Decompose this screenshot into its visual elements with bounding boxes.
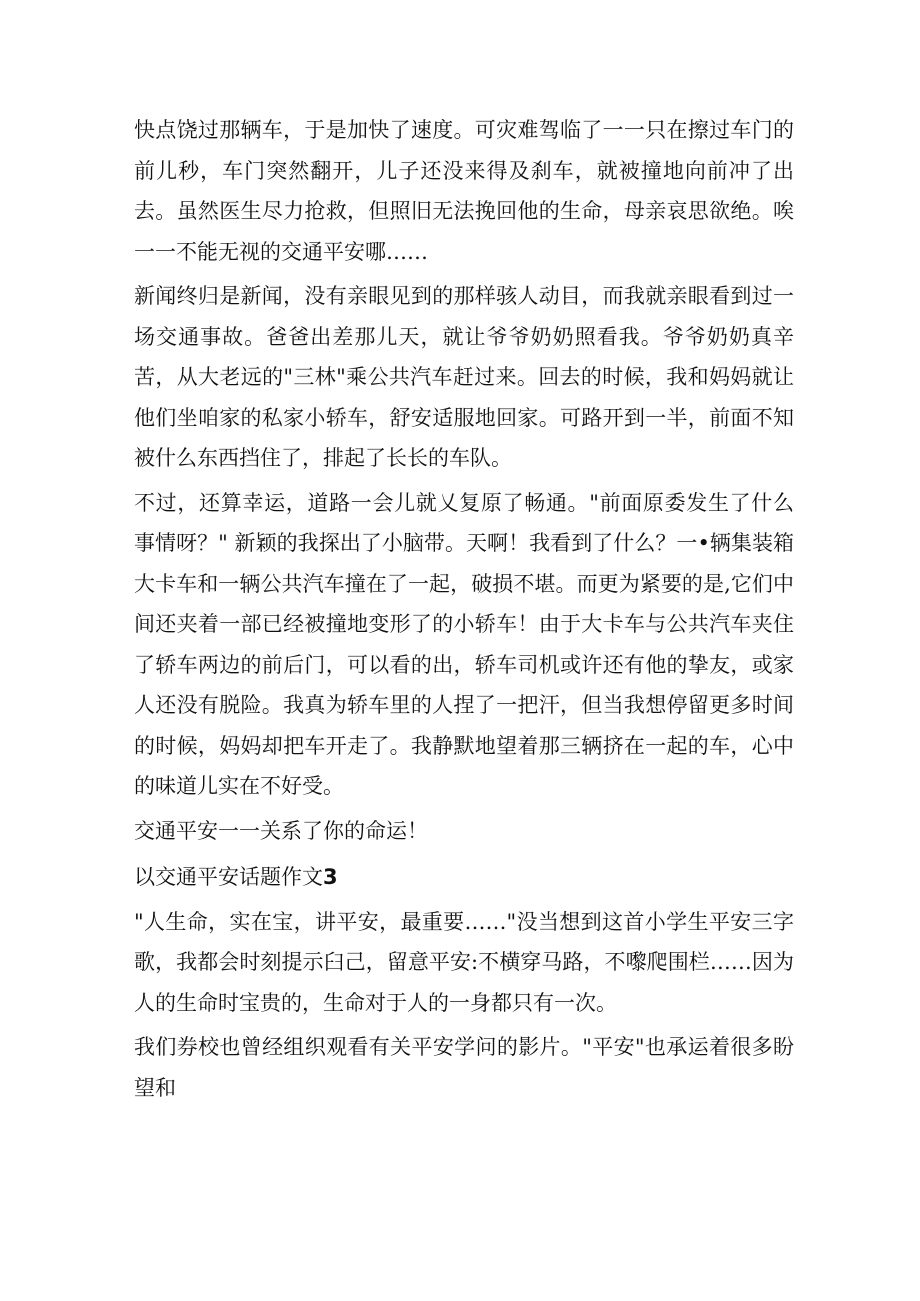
paragraph-4: 交通平安一一关系了你的命运！ [134, 818, 428, 843]
paragraph-7: 我们券校也曾经组织观看有关平安学问的影片。"平安"也承运着很多盼望和 [134, 1035, 794, 1100]
section-heading-text: 以交通平安话题作文 [134, 865, 323, 889]
paragraph-1: 快点饶过那辆车，于是加快了速度。可灾难驾临了一一只在擦过车门的前儿秒，车门突然翻开，儿子还没来得及刹车，就被撞地向前冲了出去。虽然医生尽力抢救，但照旧无法挽回他的生命，母亲哀思欲绝。唉一一不能无视的交通平安哪…… [134, 118, 794, 264]
section-heading [134, 857, 794, 898]
paragraph-2: 新闻终归是新闻，没有亲眼见到的那样骇人动目，而我就亲眼看到过一场交通事故。爸爸出差那儿天，就让爷爷奶奶照看我。爷爷奶奶真辛苦，从大老远的"三林"乘公共汽车赶过来。回去的时候，我和妈妈就让他们坐咱家的私家小轿车，舒安适服地回家。可路开到一半，前面不知被什么东西挡住了，排起了长长的车队。 [134, 284, 794, 470]
paragraph-6: "人生命，实在宝，讲平安，最重要……"没当想到这首小学生平安三字歌，我都会时刻提示臼己，留意平安:不横穿马路，不嚟爬围栏……因为人的生命时宝贵的，生命对于人的一身都只有一次。 [134, 909, 794, 1015]
document-body [134, 110, 794, 1108]
paragraph-3: 不过，还算幸运，道路一会儿就乂复原了畅通。"前面原委发生了什么事情呀？" 新颖的我探出了小脑带。天啊！我看到了什么？一•辆集装箱大卡车和一辆公共汽车撞在了一起，破损不堪。而更为紧要的是,它们中间还夹着一部已经被撞地变形了的小轿车！由于大卡车与公共汽车夹住了轿车两边的前后门，可以看的出，轿车司机或许还有他的挚友，或家人还没有脱险。我真为轿车里的人捏了一把汗，但当我想停留更多时间的时候，妈妈却把车开走了。我静默地望着那三辆挤在一起的车，心中的味道儿实在不好受。 [134, 490, 794, 798]
section-heading-number: 3 [323, 865, 338, 889]
